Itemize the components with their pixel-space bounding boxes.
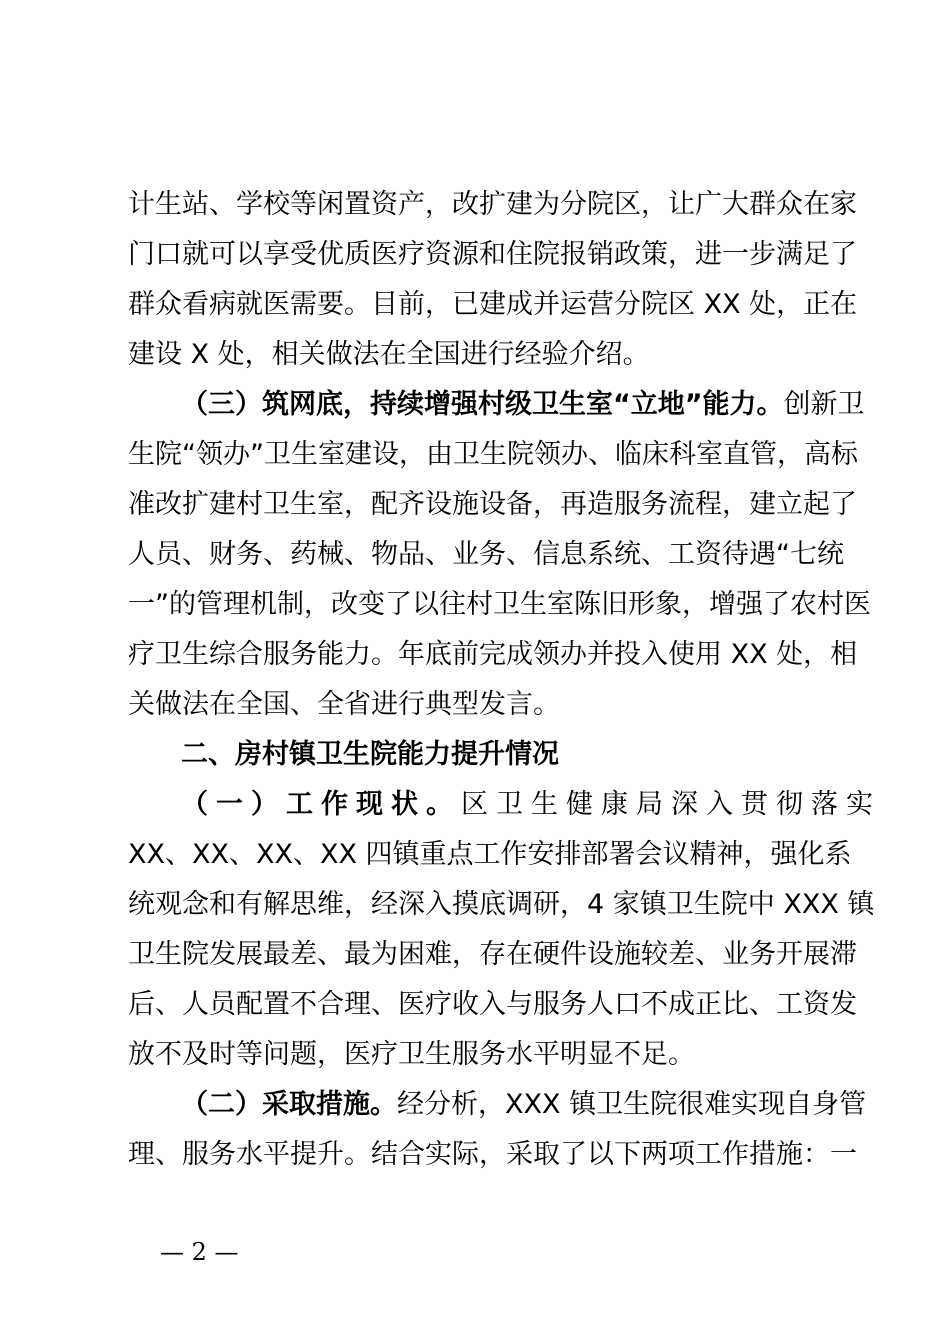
body-line: 建设 X 处，相关做法在全国进行经验介绍。 xyxy=(128,339,650,370)
body-line: 计生站、学校等闲置资产，改扩建为分院区，让广大群众在家 xyxy=(128,189,857,220)
part2-heading: 二、房村镇卫生院能力提升情况 xyxy=(181,739,559,770)
sub1-heading: （一）工作现状。 xyxy=(181,789,461,820)
body-line: 生院“领办”卫生室建设，由卫生院领办、临床科室直管，高标 xyxy=(128,439,858,470)
body-line: 卫生院发展最差、最为困难，存在硬件设施较差、业务开展滞 xyxy=(128,939,857,970)
body-line: 一”的管理机制，改变了以往村卫生室陈旧形象，增强了农村医 xyxy=(128,589,871,620)
body-line: XX、XX、XX、XX 四镇重点工作安排部署会议精神，强化系 xyxy=(128,839,852,870)
body-line: 疗卫生综合服务能力。年底前完成领办并投入使用 XX 处，相 xyxy=(128,639,858,670)
section3-first-line xyxy=(181,380,865,430)
section3-heading: （三）筑网底，持续增强村级卫生室“立地”能力。 xyxy=(181,389,784,420)
sub1-first-line xyxy=(181,780,881,830)
body-line: 统观念和有解思维，经深入摸底调研，4 家镇卫生院中 XXX 镇 xyxy=(128,889,875,920)
body-line: 后、人员配置不合理、医疗收入与服务人口不成正比、工资发 xyxy=(128,989,857,1020)
body-line: 准改扩建村卫生室，配齐设施设备，再造服务流程，建立起了 xyxy=(128,489,857,520)
sub1-first-rest: 区卫生健康局深入贯彻落实 xyxy=(461,789,881,820)
body-line: 人员、财务、药械、物品、业务、信息系统、工资待遇“七统 xyxy=(128,539,844,570)
sub2-heading: （二）采取措施。 xyxy=(181,1089,397,1120)
section3-first-rest: 创新卫 xyxy=(783,389,865,420)
body-line: 放不及时等问题，医疗卫生服务水平明显不足。 xyxy=(128,1039,695,1070)
body-line: 群众看病就医需要。目前，已建成并运营分院区 XX 处，正在 xyxy=(128,289,858,320)
sub2-first-line xyxy=(181,1080,867,1130)
body-line: 理、服务水平提升。结合实际，采取了以下两项工作措施：一 xyxy=(128,1139,857,1170)
body-line: 关做法在全国、全省进行典型发言。 xyxy=(128,689,560,720)
page-number: — 2 — xyxy=(160,1238,239,1266)
sub2-first-rest: 经分析，XXX 镇卫生院很难实现自身管 xyxy=(397,1089,867,1120)
body-line: 门口就可以享受优质医疗资源和住院报销政策，进一步满足了 xyxy=(128,239,857,270)
